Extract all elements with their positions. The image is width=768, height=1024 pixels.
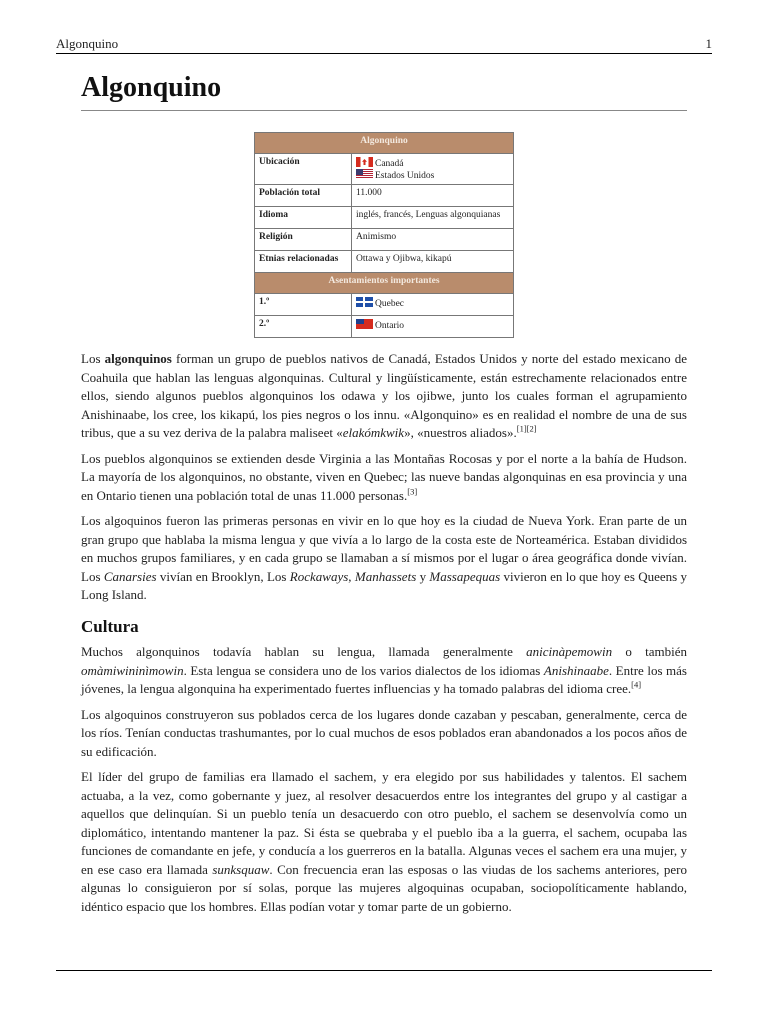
infobox-value: Ottawa y Ojibwa, kikapú <box>352 251 514 273</box>
running-head <box>56 36 712 54</box>
article-title: Algonquino <box>81 72 222 103</box>
infobox-value: inglés, francés, Lenguas algonquianas <box>352 207 514 229</box>
header-rule <box>56 53 712 54</box>
reference-link[interactable]: [1][2] <box>516 423 537 434</box>
infobox-value: Animismo <box>352 229 514 251</box>
infobox-value: 11.000 <box>352 185 514 207</box>
culture-section <box>81 643 687 923</box>
paragraph: Los algoquinos construyeron sus poblados cerca de los lugares donde cazaban y pescaban, generalmente, cerca de los ríos. Tenían conductas trashumantes, por lo cual muchos de esos poblados eran abandonados a los pocos años de su edificación. <box>81 706 687 759</box>
intro-section <box>81 350 687 612</box>
infobox-row-ethnic-groups <box>255 251 514 273</box>
footer-rule <box>56 970 712 971</box>
infobox-label: Población total <box>255 185 352 207</box>
reference-link[interactable]: [3] <box>407 486 418 497</box>
infobox-label: Religión <box>255 229 352 251</box>
canada-flag-icon <box>356 157 373 167</box>
link-usa[interactable]: Estados Unidos <box>375 171 435 181</box>
infobox-row-religion <box>255 229 514 251</box>
infobox-row-language <box>255 207 514 229</box>
quebec-flag-icon <box>356 297 373 307</box>
paragraph: Los pueblos algonquinos se extienden desde Virginia a las Montañas Rocosas y por el norte a la bahía de Hudson. La mayoría de los algonquinos, no obstante, viven en Quebec; las nueve bandas algonquinas en esa provincia y una en Ontario tienen una población total de unas 11.000 personas.[3] <box>81 450 687 503</box>
paragraph: El líder del grupo de familias era llamado el sachem, y era elegido por sus habilidades y talentos. El sachem actuaba, a la vez, como gobernante y juez, al resolver desacuerdos entre los integrantes del grupo y al castigar a aquellos que delinquían. Si un pueblo tenía un desacuerdo con otro pueblo, el sachem se desenvolvía como un diplomático, intentando mantener la paz. Si ésta se quebraba y el pueblo iba a la guerra, el sachem, ocupaba las funciones de comandante en jefe, y conducía a los guerreros en la batalla. Algunas veces el sachem era una mujer, y en ese caso era llamada sunksquaw. Con frecuencia eran las esposas o las viudas de los sachems anteriores, pero algunas lo consiguieron por sí solas, porque las mujeres algoquinas ocupaban, sociopolíticamente hablando, idéntico espacio que los hombres. Ellas podían votar y tomar parte de un gobierno. <box>81 769 688 914</box>
infobox-header: Algonquino <box>255 133 514 154</box>
infobox-value <box>352 294 514 316</box>
title-rule <box>81 110 687 111</box>
infobox <box>254 132 514 338</box>
infobox-value <box>352 154 514 185</box>
ontario-flag-icon <box>356 319 373 329</box>
paragraph: Muchos algonquinos todavía hablan su lengua, llamada generalmente anicinàpemowin o también omàmiwininìmowin. Esta lengua se considera uno de los varios dialectos de los idiomas Anishinaabe. Entre los más jóvenes, la lengua algonquina ha experimentado fuertes influencias y ha tomado palabras del idioma cree.[4] <box>81 644 687 696</box>
infobox-row-settlement-2 <box>255 316 514 338</box>
infobox-label: Idioma <box>255 207 352 229</box>
infobox-label: 1.º <box>255 294 352 316</box>
infobox-row-settlement-1 <box>255 294 514 316</box>
reference-link[interactable]: [4] <box>631 679 642 690</box>
infobox-section-header: Asentamientos importantes <box>255 273 514 294</box>
paragraph: Los algonquinos forman un grupo de pueblos nativos de Canadá, Estados Unidos y norte del estado mexicano de Coahuila que hablan las lenguas algonquinas. Cultural y lingüísticamente, están estrechamente relacionados entre ellos, siendo algunos pueblos algonquinos los odawa y los ojibwe, junto los cuales forman el agrupamiento Anishinaabe, los cree, los kikapú, los pies negros o los innu. «Algonquino» es en realidad el nombre de una de sus tribus, que a su vez deriva de la palabra maliseet «elakómkwik», «nuestros aliados».[1][2] <box>81 351 687 440</box>
link-canada[interactable]: Canadá <box>375 159 404 169</box>
infobox-value <box>352 316 514 338</box>
infobox-label: 2.º <box>255 316 352 338</box>
usa-flag-icon <box>356 169 373 179</box>
running-head-title: Algonquino <box>56 36 119 51</box>
paragraph: Los algoquinos fueron las primeras personas en vivir en lo que hoy es la ciudad de Nueva York. Eran parte de un gran grupo que hablaba la misma lengua y que vivía a lo largo de la costa este de Norteamérica. Estaban divididos en muchos grupos familiares, y en cada grupo se llamaban a sí mismos por el lugar o área geográfica donde vivían. Los Canarsies vivían en Brooklyn, Los Rockaways, Manhassets y Massapequas vivieron en lo que hoy es Queens y Long Island. <box>81 513 688 602</box>
infobox-row-population <box>255 185 514 207</box>
link-quebec[interactable]: Quebec <box>375 299 405 309</box>
section-heading-culture: Cultura <box>81 617 139 636</box>
page-number: 1 <box>705 36 712 51</box>
link-ontario[interactable]: Ontario <box>375 321 405 331</box>
infobox-label: Ubicación <box>255 154 352 185</box>
infobox-row-location <box>255 154 514 185</box>
infobox-label: Etnias relacionadas <box>255 251 352 273</box>
